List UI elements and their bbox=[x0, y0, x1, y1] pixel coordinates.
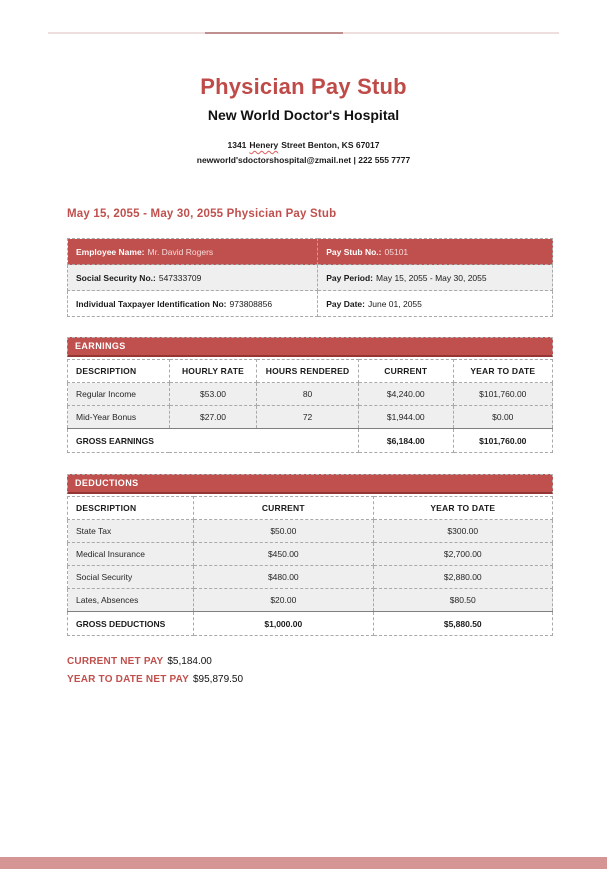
deduction-current: $20.00 bbox=[194, 589, 373, 612]
column-header-current: CURRENT bbox=[194, 497, 373, 520]
net-pay-summary bbox=[67, 653, 553, 689]
pay-stub-no-label: Pay Stub No.: bbox=[326, 246, 382, 257]
gross-deductions-label: GROSS DEDUCTIONS bbox=[68, 612, 194, 636]
gross-earnings-ytd: $101,760.00 bbox=[453, 429, 552, 453]
table-row bbox=[68, 383, 553, 406]
deduction-ytd: $300.00 bbox=[373, 520, 552, 543]
table-row bbox=[68, 265, 553, 291]
column-header-hourly-rate: HOURLY RATE bbox=[169, 360, 256, 383]
pay-period-cell bbox=[318, 265, 553, 291]
table-row bbox=[68, 543, 553, 566]
itin-value: 973808856 bbox=[229, 298, 273, 309]
earning-ytd: $101,760.00 bbox=[453, 383, 552, 406]
column-header-year-to-date: YEAR TO DATE bbox=[373, 497, 552, 520]
column-header-year-to-date: YEAR TO DATE bbox=[453, 360, 552, 383]
pay-stub-no-cell bbox=[318, 239, 553, 265]
deductions-section-header: DEDUCTIONS bbox=[67, 474, 553, 494]
table-row bbox=[68, 406, 553, 429]
earnings-header-row bbox=[68, 360, 553, 383]
earning-hours: 72 bbox=[257, 406, 359, 429]
deductions-table bbox=[67, 496, 553, 636]
employee-name-cell bbox=[68, 239, 318, 265]
ytd-net-pay-value: $95,879.50 bbox=[192, 674, 244, 685]
address-misspelled-word: Henery bbox=[249, 140, 279, 150]
pay-date-cell bbox=[318, 291, 553, 317]
table-row bbox=[68, 239, 553, 265]
pay-date-label: Pay Date: bbox=[326, 298, 365, 309]
column-header-hours-rendered: HOURS RENDERED bbox=[257, 360, 359, 383]
pay-date-value: June 01, 2055 bbox=[368, 298, 422, 309]
ssn-label: Social Security No.: bbox=[76, 272, 156, 283]
earning-hourly-rate: $27.00 bbox=[169, 406, 256, 429]
gross-earnings-current: $6,184.00 bbox=[358, 429, 453, 453]
employee-name-value: Mr. David Rogers bbox=[147, 246, 214, 257]
deduction-current: $480.00 bbox=[194, 566, 373, 589]
deduction-ytd: $2,880.00 bbox=[373, 566, 552, 589]
address-rest: Street Benton, KS 67017 bbox=[281, 140, 380, 150]
table-row bbox=[68, 291, 553, 317]
current-net-pay-value: $5,184.00 bbox=[167, 656, 212, 667]
table-row bbox=[68, 589, 553, 612]
current-net-pay-label: CURRENT NET PAY bbox=[67, 656, 164, 667]
deduction-description: Social Security bbox=[68, 566, 194, 589]
gross-deductions-row bbox=[68, 612, 553, 636]
ssn-value: 547333709 bbox=[158, 272, 202, 283]
address-number: 1341 bbox=[227, 140, 247, 150]
deduction-description: Lates, Absences bbox=[68, 589, 194, 612]
earnings-section-header: EARNINGS bbox=[67, 337, 553, 357]
contact-line: newworld'sdoctorshospital@zmail.net | 222 555 7777 bbox=[196, 155, 411, 165]
employee-info-table bbox=[67, 238, 553, 317]
earning-description: Mid-Year Bonus bbox=[68, 406, 170, 429]
deduction-current: $50.00 bbox=[194, 520, 373, 543]
column-header-description: DESCRIPTION bbox=[68, 360, 170, 383]
ssn-cell bbox=[68, 265, 318, 291]
earning-current: $1,944.00 bbox=[358, 406, 453, 429]
table-row bbox=[68, 566, 553, 589]
document-body bbox=[67, 0, 553, 689]
ytd-net-pay-label: YEAR TO DATE NET PAY bbox=[67, 674, 189, 685]
deduction-current: $450.00 bbox=[194, 543, 373, 566]
table-row bbox=[68, 520, 553, 543]
gross-deductions-ytd: $5,880.50 bbox=[373, 612, 552, 636]
pay-stub-no-value: 05101 bbox=[384, 246, 409, 257]
earning-hours: 80 bbox=[257, 383, 359, 406]
column-header-current: CURRENT bbox=[358, 360, 453, 383]
itin-label: Individual Taxpayer Identification No: bbox=[76, 298, 227, 309]
current-net-pay-line bbox=[67, 653, 553, 671]
deduction-description: Medical Insurance bbox=[68, 543, 194, 566]
deduction-ytd: $80.50 bbox=[373, 589, 552, 612]
earning-ytd: $0.00 bbox=[453, 406, 552, 429]
gross-earnings-label: GROSS EARNINGS bbox=[68, 429, 359, 453]
employee-name-label: Employee Name: bbox=[76, 246, 145, 257]
earning-description: Regular Income bbox=[68, 383, 170, 406]
deduction-ytd: $2,700.00 bbox=[373, 543, 552, 566]
itin-cell bbox=[68, 291, 318, 317]
pay-period-value: May 15, 2055 - May 30, 2055 bbox=[376, 272, 487, 283]
ytd-net-pay-line bbox=[67, 671, 553, 689]
pay-period-heading: May 15, 2055 - May 30, 2055 Physician Pay Stub bbox=[67, 208, 337, 220]
earnings-table bbox=[67, 359, 553, 453]
deductions-header-row bbox=[68, 497, 553, 520]
gross-deductions-current: $1,000.00 bbox=[194, 612, 373, 636]
earning-current: $4,240.00 bbox=[358, 383, 453, 406]
page-title: Physician Pay Stub bbox=[200, 74, 407, 99]
deduction-description: State Tax bbox=[68, 520, 194, 543]
column-header-description: DESCRIPTION bbox=[68, 497, 194, 520]
earning-hourly-rate: $53.00 bbox=[169, 383, 256, 406]
pay-period-label: Pay Period: bbox=[326, 272, 374, 283]
footer-accent-bar bbox=[0, 857, 607, 869]
hospital-name: New World Doctor's Hospital bbox=[207, 107, 400, 123]
gross-earnings-row bbox=[68, 429, 553, 453]
